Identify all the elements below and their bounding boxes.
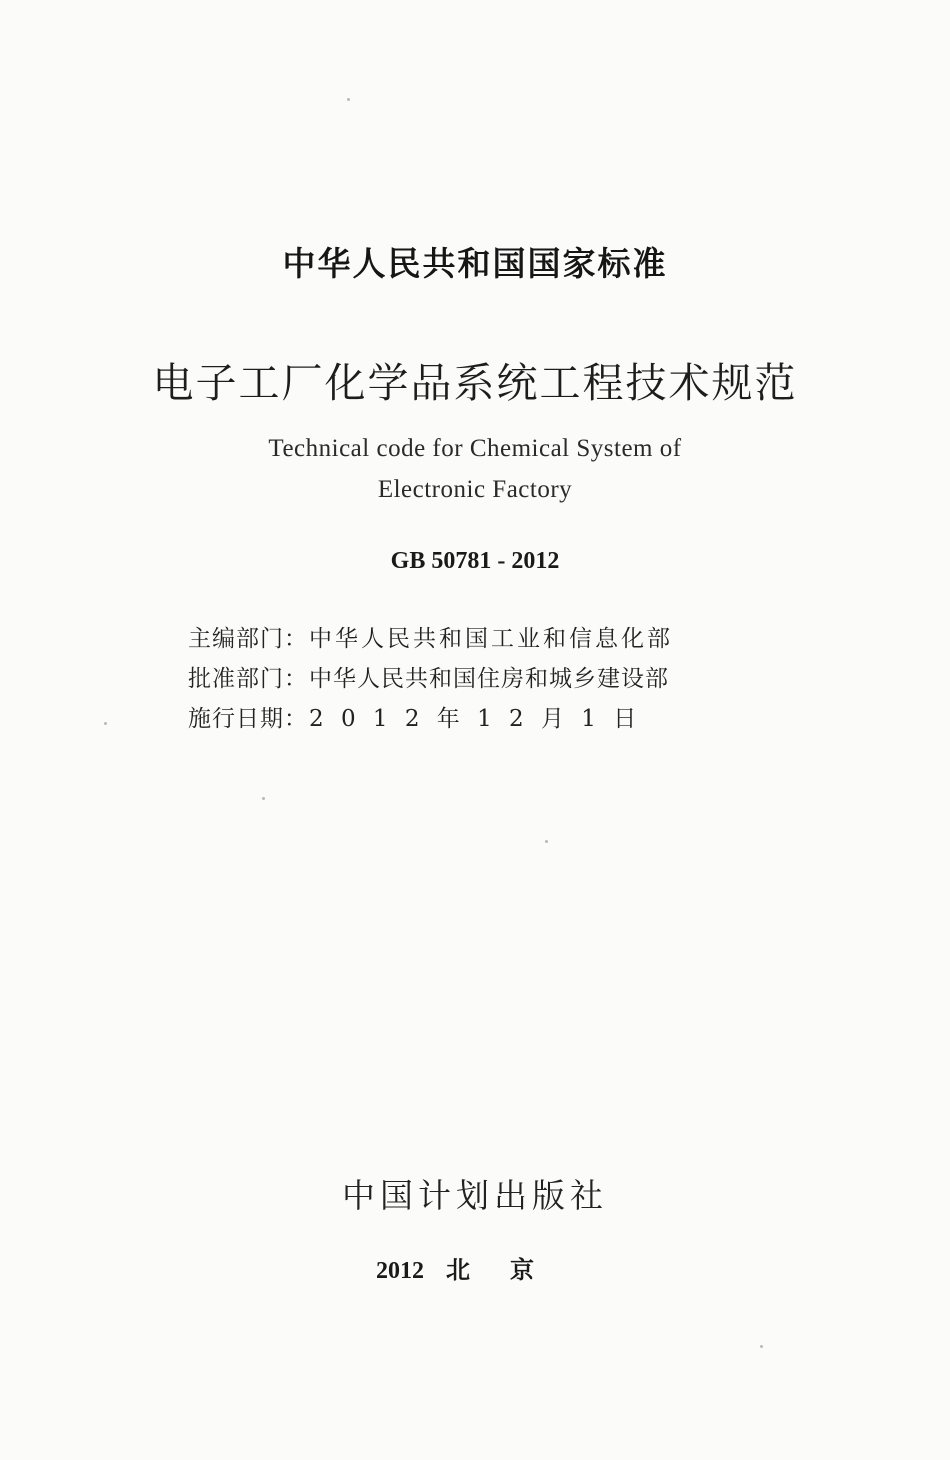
effective-date-value: 2 0 1 2 年 1 2 月 1 日 <box>309 705 642 732</box>
document-title-chinese: 电子工厂化学品系统工程技术规范 <box>152 359 798 407</box>
publication-year: 2012 <box>376 1258 424 1284</box>
scan-speck <box>545 840 548 843</box>
document-title-english-line1: Technical code for Chemical System of <box>268 435 682 462</box>
publication-city: 北京 <box>446 1256 574 1284</box>
colon: ： <box>284 705 307 732</box>
colon: ： <box>284 665 307 692</box>
approver-value: 中华人民共和国住房和城乡建设部 <box>309 665 669 692</box>
chief-editor-label: 主编部门 <box>188 625 284 652</box>
scan-speck <box>104 722 107 725</box>
chief-editor-row <box>188 616 788 656</box>
publication-meta <box>188 616 788 736</box>
approver-row <box>188 656 788 696</box>
scan-speck <box>760 1345 763 1348</box>
colon: ： <box>284 625 307 652</box>
publication-place-line <box>0 1250 950 1285</box>
approver-label: 批准部门 <box>188 665 284 692</box>
chief-editor-value: 中华人民共和国工业和信息化部 <box>309 625 673 652</box>
publisher-name: 中国计划出版社 <box>342 1176 608 1215</box>
effective-date-row <box>188 696 788 736</box>
standard-code: GB 50781 - 2012 <box>390 548 560 574</box>
scan-speck <box>262 797 265 800</box>
standard-series-heading: 中华人民共和国国家标准 <box>282 244 668 283</box>
document-title-english-line2: Electronic Factory <box>377 476 573 503</box>
scan-speck <box>347 98 350 101</box>
effective-date-label: 施行日期 <box>188 705 284 732</box>
